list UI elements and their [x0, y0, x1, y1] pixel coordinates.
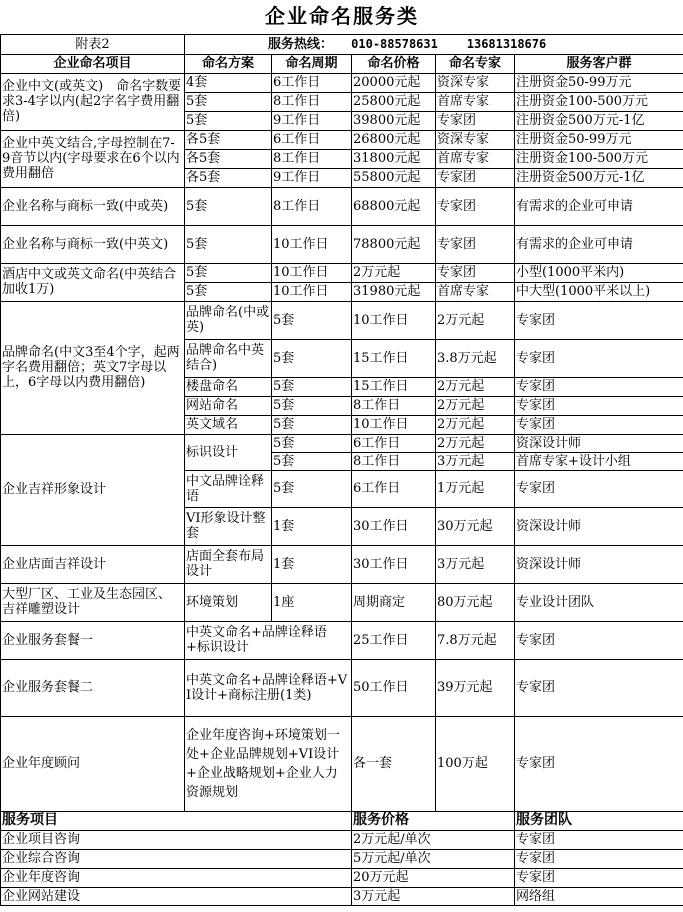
item-name: 企业店面吉祥设计 [1, 545, 185, 583]
price-cell: 2万元起 [436, 396, 515, 415]
plan-cell: 各5套 [185, 149, 272, 168]
cycle-cell: 8工作日 [272, 187, 352, 225]
expert-cell: 专家团 [515, 716, 683, 811]
service-name: 企业项目咨询 [1, 830, 352, 849]
expert-cell: 资深设计师 [515, 434, 683, 452]
price-cell: 30万元起 [436, 507, 515, 545]
cycle-cell: 10工作日 [352, 415, 436, 434]
plan-cell: 环境策划 [185, 583, 272, 621]
price-cell: 39800元起 [352, 111, 436, 130]
hotline-numbers: 010-88578631 13681318676 [351, 36, 547, 51]
plan-cell: 5套 [185, 263, 272, 282]
service-name: 企业网站建设 [1, 887, 352, 905]
col-header: 命名周期 [272, 54, 352, 73]
client-cell: 注册资金100-500万元 [515, 149, 683, 168]
plan-cell: 5套 [185, 111, 272, 130]
expert-cell: 专家团 [436, 225, 515, 263]
col-header: 命名方案 [185, 54, 272, 73]
cycle-cell: 10工作日 [272, 225, 352, 263]
service-price: 5万元起/单次 [352, 849, 515, 868]
sets-cell: 1套 [272, 507, 352, 545]
package-desc: 中英文命名+品牌诠释语+VI设计+商标注册(1类) [185, 659, 352, 716]
price-cell: 2万元起 [436, 415, 515, 434]
client-cell: 有需求的企业可申请 [515, 225, 683, 263]
sets-cell: 5套 [272, 301, 352, 339]
item-name: 大型厂区、工业及生态园区、吉祥雕塑设计 [1, 583, 185, 621]
hotline-label: 服务热线： [268, 36, 334, 52]
client-cell: 注册资金50-99万元 [515, 130, 683, 149]
expert-cell: 首席专家 [436, 282, 515, 301]
service-team: 专家团 [515, 830, 683, 849]
item-name: 企业服务套餐一 [1, 621, 185, 659]
cycle-cell: 50工作日 [352, 659, 436, 716]
item-name: 酒店中文或英文命名(中英结合加收1万) [1, 263, 185, 301]
plan-cell: 楼盘命名 [185, 377, 272, 396]
sets-cell: 1套 [272, 545, 352, 583]
cycle-cell: 周期商定 [352, 583, 436, 621]
service-row [1, 868, 683, 887]
client-cell: 小型(1000平米内) [515, 263, 683, 282]
plan-cell: 各5套 [185, 130, 272, 149]
plan-cell: 英文域名 [185, 415, 272, 434]
item-name: 品牌命名(中文3至4个字，起两字名费用翻倍；英文7字母以上，6字母以内费用翻倍) [1, 301, 185, 434]
sets-cell: 5套 [272, 377, 352, 396]
expert-cell: 专家团 [515, 301, 683, 339]
service-price: 20万元起 [352, 868, 515, 887]
price-cell: 2万元起 [436, 377, 515, 396]
cycle-cell: 15工作日 [352, 339, 436, 377]
item-name: 企业名称与商标一致(中英文) [1, 225, 185, 263]
header-row [1, 54, 683, 73]
plan-cell: 网站命名 [185, 396, 272, 415]
sets-cell: 5套 [272, 339, 352, 377]
cycle-cell: 8工作日 [352, 452, 436, 470]
expert-cell: 专家团 [515, 659, 683, 716]
expert-cell: 首席专家+设计小组 [515, 452, 683, 470]
service-team: 网络组 [515, 887, 683, 905]
expert-cell: 专家团 [515, 377, 683, 396]
col-header: 企业命名项目 [1, 54, 185, 73]
client-cell: 注册资金500万元-1亿 [515, 111, 683, 130]
expert-cell: 专家团 [436, 111, 515, 130]
cycle-cell: 8工作日 [352, 396, 436, 415]
price-cell: 1万元起 [436, 470, 515, 507]
services-header-row [1, 811, 683, 830]
cycle-cell: 6工作日 [352, 434, 436, 452]
cycle-cell: 8工作日 [272, 149, 352, 168]
cycle-cell: 6工作日 [272, 130, 352, 149]
expert-cell: 资深设计师 [515, 545, 683, 583]
services-header: 服务价格 [352, 811, 515, 830]
sets-cell: 各一套 [352, 716, 436, 811]
plan-cell: 5套 [185, 92, 272, 111]
page-title: 企业命名服务类 [1, 0, 683, 34]
price-cell: 2万元起 [436, 301, 515, 339]
cycle-cell: 6工作日 [352, 470, 436, 507]
expert-cell: 资深设计师 [515, 507, 683, 545]
service-price: 2万元起/单次 [352, 830, 515, 849]
item-name: 企业年度顾问 [1, 716, 185, 811]
service-row [1, 830, 683, 849]
sets-cell: 1座 [272, 583, 352, 621]
expert-cell: 专家团 [515, 415, 683, 434]
expert-cell: 专家团 [515, 470, 683, 507]
services-header: 服务项目 [1, 811, 352, 830]
expert-cell: 专家团 [515, 621, 683, 659]
plan-cell: 各5套 [185, 168, 272, 187]
service-row [1, 887, 683, 905]
client-cell: 中大型(1000平米以上) [515, 282, 683, 301]
service-price: 3万元起 [352, 887, 515, 905]
sets-cell: 5套 [272, 470, 352, 507]
item-name: 企业名称与商标一致(中或英) [1, 187, 185, 225]
expert-cell: 专家团 [436, 263, 515, 282]
client-cell: 有需求的企业可申请 [515, 187, 683, 225]
plan-cell: 品牌命名中英结合) [185, 339, 272, 377]
expert-cell: 首席专家 [436, 149, 515, 168]
price-cell: 3.8万元起 [436, 339, 515, 377]
price-cell: 3万元起 [436, 452, 515, 470]
cycle-cell: 15工作日 [352, 377, 436, 396]
expert-cell: 专家团 [436, 187, 515, 225]
services-header: 服务团队 [515, 811, 683, 830]
sets-cell: 5套 [272, 452, 352, 470]
price-cell: 68800元起 [352, 187, 436, 225]
plan-cell: VI形象设计整套 [185, 507, 272, 545]
client-cell: 注册资金100-500万元 [515, 92, 683, 111]
hotline [185, 34, 683, 54]
item-name: 企业中英文结合,字母控制在7-9音节以内(字母要求在6个以内费用翻倍 [1, 130, 185, 187]
service-team: 专家团 [515, 868, 683, 887]
expert-cell: 专家团 [515, 396, 683, 415]
cycle-cell: 10工作日 [272, 282, 352, 301]
col-header: 服务客户群 [515, 54, 683, 73]
service-team: 专家团 [515, 849, 683, 868]
price-cell: 7.8万元起 [436, 621, 515, 659]
cycle-cell: 10工作日 [272, 263, 352, 282]
price-cell: 31980元起 [352, 282, 436, 301]
price-cell: 55800元起 [352, 168, 436, 187]
cycle-cell: 30工作日 [352, 507, 436, 545]
package-desc: 企业年度咨询+环境策划一处+企业品牌规划+VI设计+企业战略规划+企业人力资源规划 [185, 716, 352, 811]
col-header: 命名专家 [436, 54, 515, 73]
sets-cell: 5套 [272, 434, 352, 452]
price-cell: 80万元起 [436, 583, 515, 621]
price-cell: 25800元起 [352, 92, 436, 111]
price-cell: 26800元起 [352, 130, 436, 149]
sets-cell: 5套 [272, 415, 352, 434]
plan-cell: 中文品牌诠释语 [185, 470, 272, 507]
client-cell: 注册资金500万元-1亿 [515, 168, 683, 187]
price-cell: 2万元起 [352, 263, 436, 282]
expert-cell: 专家团 [436, 168, 515, 187]
cycle-cell: 6工作日 [272, 73, 352, 92]
price-cell: 100万起 [436, 716, 515, 811]
cycle-cell: 9工作日 [272, 168, 352, 187]
cycle-cell: 10工作日 [352, 301, 436, 339]
price-cell: 39万元起 [436, 659, 515, 716]
plan-cell: 品牌命名(中或英) [185, 301, 272, 339]
cycle-cell: 8工作日 [272, 92, 352, 111]
expert-cell: 专业设计团队 [515, 583, 683, 621]
plan-cell: 4套 [185, 73, 272, 92]
expert-cell: 资深专家 [436, 73, 515, 92]
item-name: 企业中文(或英文) 命名字数要求3-4字以内(起2字名字费用翻倍) [1, 73, 185, 130]
plan-cell: 5套 [185, 282, 272, 301]
expert-cell: 首席专家 [436, 92, 515, 111]
expert-cell: 专家团 [515, 339, 683, 377]
package-desc: 中英文命名+品牌诠释语+标识设计 [185, 621, 352, 659]
plan-cell: 店面全套布局设计 [185, 545, 272, 583]
service-name: 企业综合咨询 [1, 849, 352, 868]
plan-cell: 5套 [185, 187, 272, 225]
price-cell: 20000元起 [352, 73, 436, 92]
annex-label: 附表2 [1, 34, 185, 54]
plan-cell: 5套 [185, 225, 272, 263]
price-cell: 78800元起 [352, 225, 436, 263]
price-cell: 31800元起 [352, 149, 436, 168]
cycle-cell: 30工作日 [352, 545, 436, 583]
service-name: 企业年度咨询 [1, 868, 352, 887]
plan-cell: 标识设计 [185, 434, 272, 470]
sets-cell: 5套 [272, 396, 352, 415]
price-cell: 2万元起 [436, 434, 515, 452]
item-name: 企业吉祥形象设计 [1, 434, 185, 545]
service-row [1, 849, 683, 868]
cycle-cell: 25工作日 [352, 621, 436, 659]
expert-cell: 资深专家 [436, 130, 515, 149]
price-cell: 3万元起 [436, 545, 515, 583]
col-header: 命名价格 [352, 54, 436, 73]
client-cell: 注册资金50-99万元 [515, 73, 683, 92]
item-name: 企业服务套餐二 [1, 659, 185, 716]
cycle-cell: 9工作日 [272, 111, 352, 130]
